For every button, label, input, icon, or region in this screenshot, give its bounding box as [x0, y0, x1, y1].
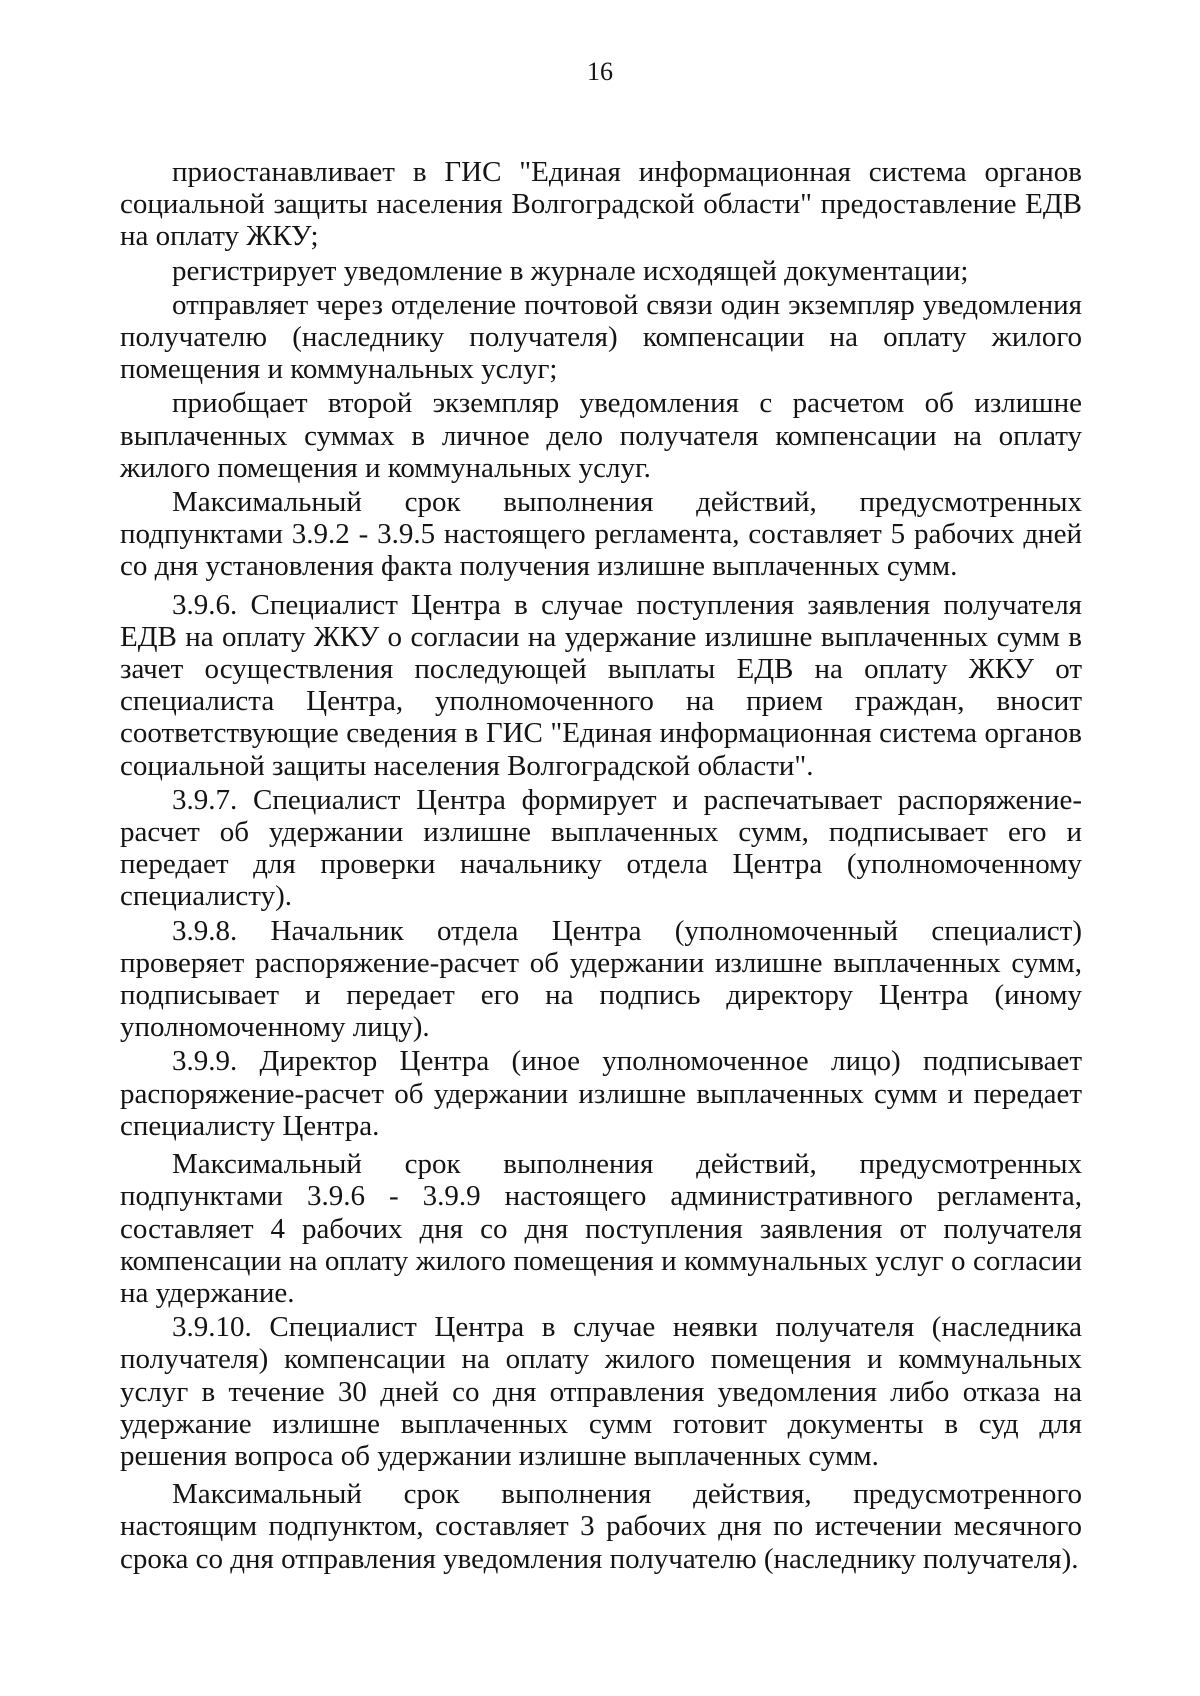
paragraph-3-9-6: 3.9.6. Специалист Центра в случае поступления заявления получателя ЕДВ на оплату ЖКУ о согласии на удержание излишне выплаченных сумм в зачет осуществления последующей выплаты ЕДВ на оплату ЖКУ от специалиста Центра, уполномоченного на прием граждан, вносит соответствующие сведения в ГИС "Единая информационная система органов социальной защиты населения Волгоградской области". [120, 588, 1082, 782]
paragraph-suspend-edv: приостанавливает в ГИС "Единая информационная система органов социальной защиты населения Волгоградской области" предоставление ЕДВ на оплату ЖКУ; [120, 156, 1082, 253]
paragraph-register-notice: регистрирует уведомление в журнале исходящей документации; [172, 254, 969, 287]
document-body [120, 156, 1082, 1575]
paragraph-3-9-10: 3.9.10. Специалист Центра в случае неявки получателя (наследника получателя) компенсации на оплату жилого помещения и коммунальных услуг в течение 30 дней со дня отправления уведомления либо отказа на удержание излишне выплаченных сумм готовит документы в суд для решения вопроса об удержании излишне выплаченных сумм. [120, 1311, 1082, 1472]
paragraph-attach-copy: приобщает второй экземпляр уведомления с расчетом об излишне выплаченных суммах в личное дело получателя компенсации на оплату жилого помещения и коммунальных услуг. [120, 387, 1082, 484]
paragraph-max-term-3-9-10: Максимальный срок выполнения действия, предусмотренного настоящим подпунктом, составляет 3 рабочих дня по истечении месячного срока со дня отправления уведомления получателю (наследнику получателя). [120, 1478, 1082, 1575]
paragraph-3-9-9: 3.9.9. Директор Центра (иное уполномоченное лицо) подписывает распоряжение-расчет об удержании излишне выплаченных сумм и передает специалисту Центра. [120, 1045, 1082, 1142]
paragraph-3-9-8: 3.9.8. Начальник отдела Центра (уполномоченный специалист) проверяет распоряжение-расчет об удержании излишне выплаченных сумм, подписывает и передает его на подпись директору Центра (иному уполномоченному лицу). [120, 914, 1082, 1044]
paragraph-send-notice: отправляет через отделение почтовой связи один экземпляр уведомления получателю (наследнику получателя) компенсации на оплату жилого помещения и коммунальных услуг; [120, 288, 1082, 386]
paragraph-3-9-7: 3.9.7. Специалист Центра формирует и распечатывает распоряжение-расчет об удержании излишне выплаченных сумм, подписывает его и передает для проверки начальнику отдела Центра (уполномоченному специалисту). [120, 783, 1082, 913]
page-number: 16 [587, 57, 613, 86]
paragraph-max-term-3-9-2: Максимальный срок выполнения действий, предусмотренных подпунктами 3.9.2 - 3.9.5 настоящего регламента, составляет 5 рабочих дней со дня установления факта получения излишне выплаченных сумм. [120, 486, 1082, 583]
paragraph-max-term-3-9-6: Максимальный срок выполнения действий, предусмотренных подпунктами 3.9.6 - 3.9.9 настоящего административного регламента, составляет 4 рабочих дня со дня поступления заявления от получателя компенсации на оплату жилого помещения и коммунальных услуг о согласии на удержание. [120, 1148, 1082, 1309]
